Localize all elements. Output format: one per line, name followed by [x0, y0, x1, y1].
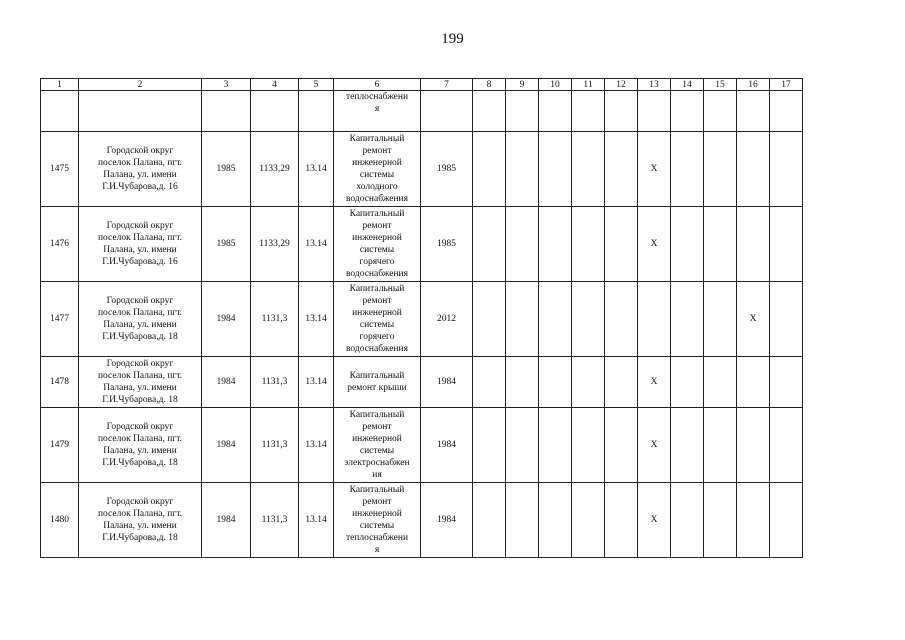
table-cell	[704, 207, 737, 282]
year-built-cell: 1984	[202, 483, 251, 558]
area-cell: 1131,3	[251, 282, 299, 357]
table-row	[41, 132, 803, 207]
table-row	[41, 357, 803, 408]
column-header-2: 2	[79, 79, 202, 91]
table-cell	[671, 207, 704, 282]
column-header-14: 14	[671, 79, 704, 91]
year-built-cell: 1984	[202, 408, 251, 483]
table-cell	[506, 91, 539, 132]
table-cell	[473, 91, 506, 132]
address-cell: Городской округ поселок Палана, пгт. Палана, ул. имени Г.И.Чубарова,д. 18	[79, 408, 202, 483]
table-cell	[421, 91, 473, 132]
table-cell	[770, 91, 803, 132]
table-cell	[737, 408, 770, 483]
document-table	[40, 78, 803, 558]
table-cell	[539, 483, 572, 558]
code-cell: 13.14	[299, 408, 334, 483]
table-cell	[770, 408, 803, 483]
area-cell: 1131,3	[251, 357, 299, 408]
address-cell: Городской округ поселок Палана, пгт. Палана, ул. имени Г.И.Чубарова,д. 16	[79, 207, 202, 282]
table-cell	[770, 483, 803, 558]
column-header-11: 11	[572, 79, 605, 91]
year-cell: 1985	[421, 132, 473, 207]
address-cell: Городской округ поселок Палана, пгт. Палана, ул. имени Г.И.Чубарова,д. 18	[79, 282, 202, 357]
table-cell	[572, 207, 605, 282]
column-header-1: 1	[41, 79, 79, 91]
table-cell	[638, 282, 671, 357]
work-type-cell: Капитальный ремонт инженерной системы горячего водоснабжения	[334, 282, 421, 357]
table-cell	[605, 357, 638, 408]
code-cell: 13.14	[299, 282, 334, 357]
table-row	[41, 207, 803, 282]
year-built-cell: 1985	[202, 132, 251, 207]
area-cell: 1131,3	[251, 408, 299, 483]
address-cell: Городской округ поселок Палана, пгт. Палана, ул. имени Г.И.Чубарова,д. 16	[79, 132, 202, 207]
header-row	[41, 79, 803, 91]
table-cell	[671, 483, 704, 558]
table-cell	[671, 408, 704, 483]
table-cell	[473, 132, 506, 207]
table-cell	[473, 282, 506, 357]
table-cell	[605, 207, 638, 282]
table-cell	[605, 483, 638, 558]
area-cell: 1133,29	[251, 132, 299, 207]
year-built-cell: 1985	[202, 207, 251, 282]
table-cell	[572, 91, 605, 132]
table-cell	[704, 282, 737, 357]
area-cell: 1131,3	[251, 483, 299, 558]
table-cell	[770, 282, 803, 357]
table-cell	[671, 357, 704, 408]
table-cell	[506, 132, 539, 207]
page-number: 199	[441, 31, 464, 47]
table-cell	[251, 91, 299, 132]
column-header-9: 9	[506, 79, 539, 91]
address-cell: Городской округ поселок Палана, пгт. Палана, ул. имени Г.И.Чубарова,д. 18	[79, 357, 202, 408]
table-cell	[539, 408, 572, 483]
table-cell	[506, 483, 539, 558]
work-type-cell: Капитальный ремонт инженерной системы теплоснабжени я	[334, 483, 421, 558]
column-header-16: 16	[737, 79, 770, 91]
table-cell	[704, 357, 737, 408]
table-cell	[605, 282, 638, 357]
table-cell	[605, 408, 638, 483]
table-cell	[770, 357, 803, 408]
code-cell: 13.14	[299, 483, 334, 558]
column-header-12: 12	[605, 79, 638, 91]
table-cell	[506, 357, 539, 408]
table-row	[41, 408, 803, 483]
table-cell	[737, 207, 770, 282]
column-header-13: 13	[638, 79, 671, 91]
year-cell: 2012	[421, 282, 473, 357]
row-number: 1477	[41, 282, 79, 357]
table-cell	[605, 91, 638, 132]
table-cell	[605, 132, 638, 207]
table-cell	[671, 132, 704, 207]
column-header-6: 6	[334, 79, 421, 91]
table-cell	[473, 483, 506, 558]
table-cell	[737, 91, 770, 132]
year-built-cell: 1984	[202, 282, 251, 357]
work-type-cell: Капитальный ремонт инженерной системы электроснабжен ия	[334, 408, 421, 483]
work-type-cell: Капитальный ремонт инженерной системы холодного водоснабжения	[334, 132, 421, 207]
table-cell	[704, 132, 737, 207]
continuation-row	[41, 91, 803, 132]
mark-cell: X	[638, 207, 671, 282]
year-cell: 1984	[421, 408, 473, 483]
column-header-7: 7	[421, 79, 473, 91]
column-header-17: 17	[770, 79, 803, 91]
code-cell: 13.14	[299, 132, 334, 207]
row-number: 1480	[41, 483, 79, 558]
year-built-cell: 1984	[202, 357, 251, 408]
table-cell	[539, 91, 572, 132]
table-cell	[539, 282, 572, 357]
mark-cell: X	[638, 483, 671, 558]
table-row	[41, 282, 803, 357]
table-cell	[704, 91, 737, 132]
table-row	[41, 483, 803, 558]
row-number: 1475	[41, 132, 79, 207]
work-type-cell: Капитальный ремонт крыши	[334, 357, 421, 408]
table-cell	[671, 282, 704, 357]
row-number: 1479	[41, 408, 79, 483]
column-header-5: 5	[299, 79, 334, 91]
table-cell	[202, 91, 251, 132]
address-cell: Городской округ поселок Палана, пгт. Палана, ул. имени Г.И.Чубарова,д. 18	[79, 483, 202, 558]
table-cell	[473, 357, 506, 408]
mark-cell: X	[737, 282, 770, 357]
table-cell	[770, 207, 803, 282]
code-cell: 13.14	[299, 357, 334, 408]
table-cell	[539, 132, 572, 207]
table-cell	[572, 408, 605, 483]
table-cell	[737, 132, 770, 207]
table-cell	[704, 408, 737, 483]
year-cell: 1984	[421, 357, 473, 408]
year-cell: 1985	[421, 207, 473, 282]
column-header-10: 10	[539, 79, 572, 91]
work-type-cell: Капитальный ремонт инженерной системы горячего водоснабжения	[334, 207, 421, 282]
table-cell	[539, 357, 572, 408]
column-header-4: 4	[251, 79, 299, 91]
table-cell	[473, 207, 506, 282]
table-cell	[506, 408, 539, 483]
area-cell: 1133,29	[251, 207, 299, 282]
table-cell	[506, 282, 539, 357]
table-cell	[704, 483, 737, 558]
table-cell	[473, 408, 506, 483]
column-header-8: 8	[473, 79, 506, 91]
table-cell	[737, 357, 770, 408]
continuation-text: теплоснабжени я	[334, 91, 421, 132]
row-number: 1478	[41, 357, 79, 408]
mark-cell: X	[638, 357, 671, 408]
year-cell: 1984	[421, 483, 473, 558]
table-cell	[770, 132, 803, 207]
column-header-15: 15	[704, 79, 737, 91]
table-cell	[737, 483, 770, 558]
mark-cell: X	[638, 132, 671, 207]
table-cell	[299, 91, 334, 132]
column-header-3: 3	[202, 79, 251, 91]
table-cell	[539, 207, 572, 282]
code-cell: 13.14	[299, 207, 334, 282]
table-cell	[572, 282, 605, 357]
table-cell	[41, 91, 79, 132]
table-cell	[79, 91, 202, 132]
mark-cell: X	[638, 408, 671, 483]
table-cell	[638, 91, 671, 132]
table-cell	[506, 207, 539, 282]
row-number: 1476	[41, 207, 79, 282]
table-cell	[671, 91, 704, 132]
table-cell	[572, 483, 605, 558]
table-body	[41, 91, 803, 558]
table-cell	[572, 357, 605, 408]
table-cell	[572, 132, 605, 207]
